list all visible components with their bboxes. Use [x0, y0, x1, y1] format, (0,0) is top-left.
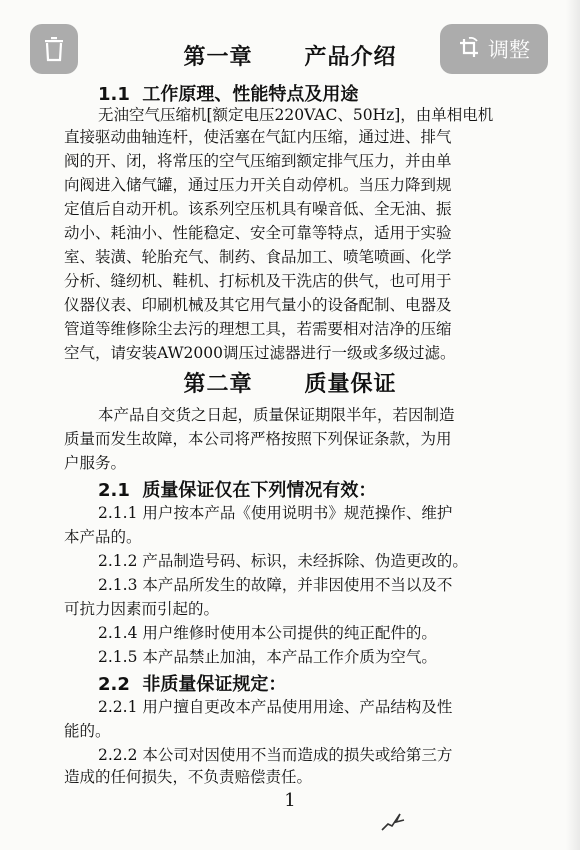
clause-line: 2.1.2 产品制造号码、标识，未经拆除、伪造更改的。 [98, 552, 468, 570]
section-1-1-title: 1.1 工作原理、性能特点及用途 [98, 84, 359, 105]
para-line: 动小、耗油小、性能稳定、安全可靠等特点，适用于实验 [64, 224, 452, 242]
clause-line: 造成的任何损失，不负责赔偿责任。 [64, 768, 313, 786]
para-line: 室、装潢、轮胎充气、制药、食品加工、喷笔喷画、化学 [64, 248, 452, 266]
clause-line: 2.2.1 用户擅自更改本产品使用用途、产品结构及性 [98, 698, 453, 716]
para-line: 空气，请安装AW2000调压过滤器进行一级或多级过滤。 [64, 344, 456, 362]
para-line: 仪器仪表、印刷机械及其它用气量小的设备配制、电器及 [64, 296, 452, 314]
para-line: 管道等维修除尘去污的理想工具，若需要相对洁净的压缩 [64, 320, 452, 338]
para-line: 向阀进入储气罐，通过压力开关自动停机。当压力降到规 [64, 176, 452, 194]
section-2-2-title: 2.2 非质量保证规定： [98, 674, 287, 695]
para-line: 分析、缝纫机、鞋机、打标机及干洗店的供气，也可用于 [64, 272, 452, 290]
clause-line: 2.1.5 本产品禁止加油，本产品工作介质为空气。 [98, 648, 437, 666]
clause-line: 2.1.1 用户按本产品《使用说明书》规范操作、维护 [98, 504, 453, 522]
para-line: 无油空气压缩机[额定电压220VAC、50Hz]，由单相电机 [98, 106, 494, 124]
chapter1-title: 第一章 产品介绍 [183, 45, 397, 70]
para-line: 直接驱动曲轴连杆，使活塞在气缸内压缩，通过进、排气 [64, 128, 452, 146]
clause-line: 可抗力因素而引起的。 [64, 600, 220, 618]
clause-line: 2.2.2 本公司对因使用不当而造成的损失或给第三方 [98, 746, 453, 764]
clause-line: 2.1.4 用户维修时使用本公司提供的纯正配件的。 [98, 624, 437, 642]
clause-line: 能的。 [64, 722, 111, 740]
clause-line: 本产品的。 [64, 528, 142, 546]
ink-mark [378, 806, 408, 836]
clause-line: 2.1.3 本产品所发生的故障，并非因使用不当以及不 [98, 576, 453, 594]
page-number: 1 [284, 790, 296, 811]
section-2-1-title: 2.1 质量保证仅在下列情况有效： [98, 480, 377, 501]
para-line: 定值后自动开机。该系列空压机具有噪音低、全无油、振 [64, 200, 452, 218]
para-line: 户服务。 [64, 454, 127, 472]
page-edge-shadow [566, 0, 580, 850]
para-line: 本产品自交货之日起，质量保证期限半年，若因制造 [98, 406, 455, 424]
chapter2-title: 第二章 质量保证 [183, 372, 397, 397]
adjust-button-label: 调整 [488, 38, 530, 62]
para-line: 质量而发生故障，本公司将严格按照下列保证条款，为用 [64, 430, 452, 448]
para-line: 阀的开、闭，将常压的空气压缩到额定排气压力，并由单 [64, 152, 452, 170]
